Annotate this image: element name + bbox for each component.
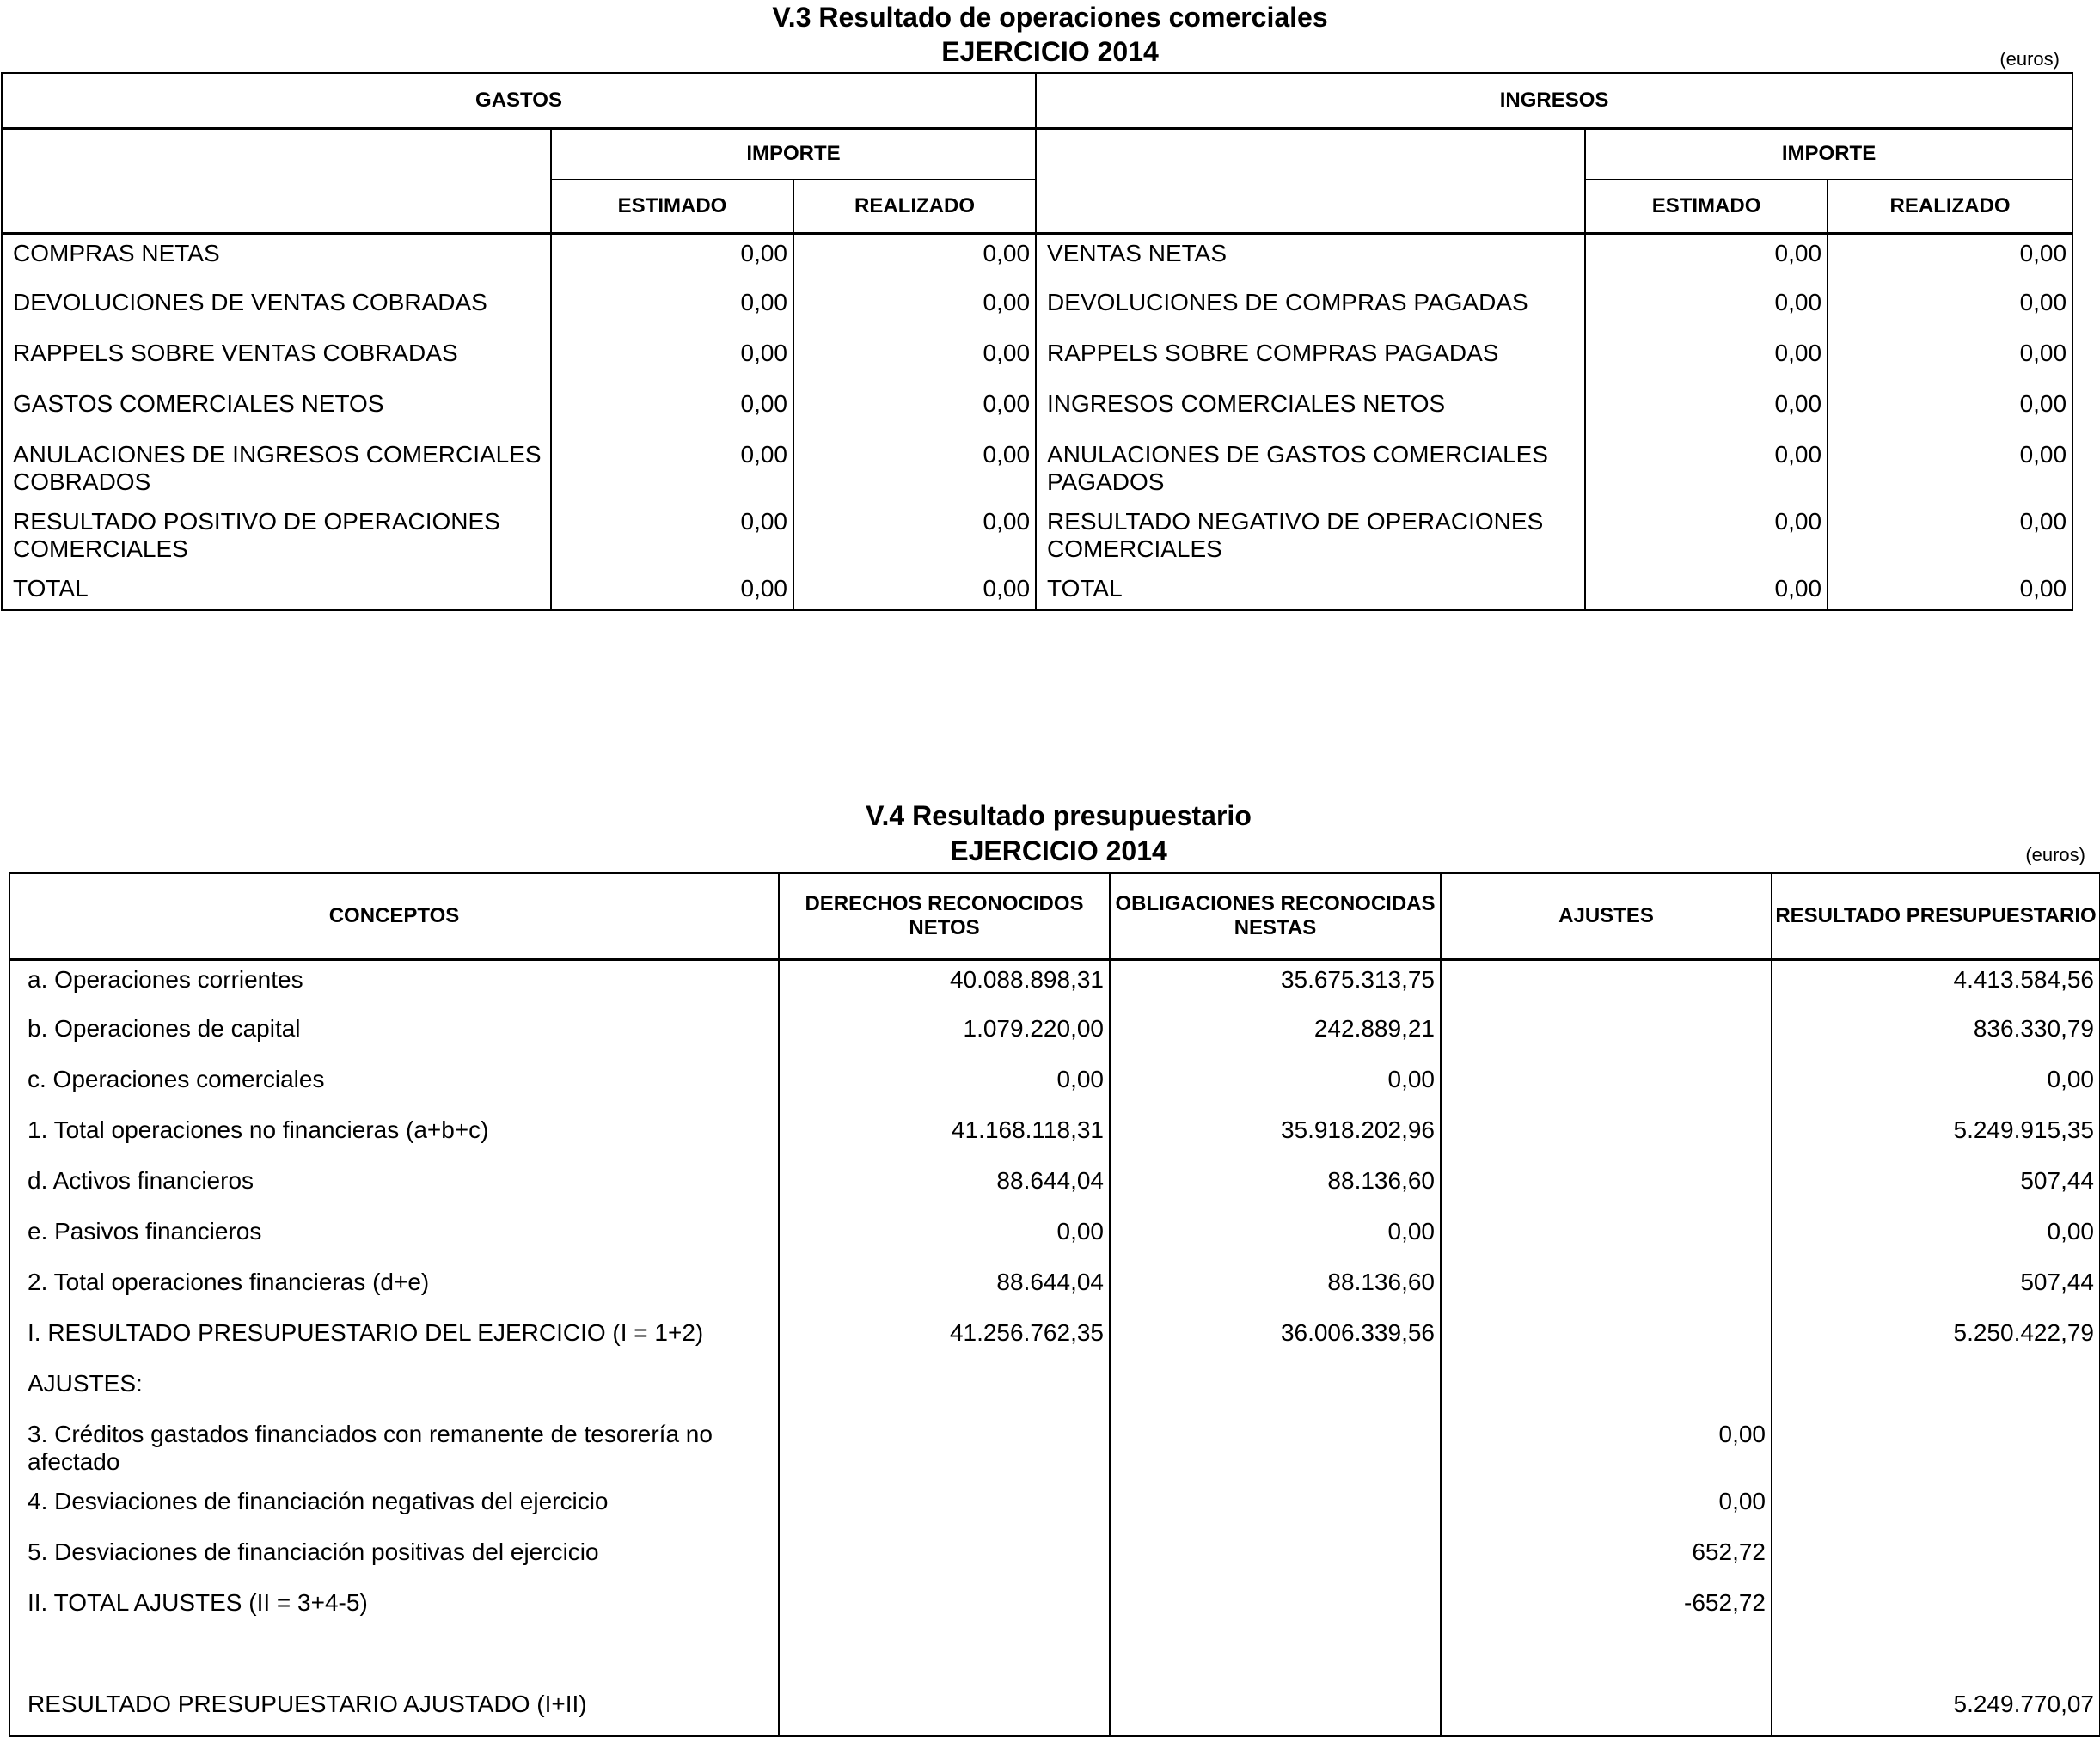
v3-gasto-estimado: 0,00: [551, 503, 793, 570]
v4-title: V.4 Resultado presupuestario: [866, 800, 1252, 831]
v3-ingreso-estimado: 0,00: [1585, 436, 1828, 503]
v3-gastos-label-header: [2, 128, 551, 233]
v4-resultado-cell: [1772, 1416, 2100, 1483]
v4-derechos-cell: [779, 1584, 1110, 1635]
table-row: [9, 1584, 2100, 1635]
v4-ajustes-cell: 0,00: [1441, 1483, 1772, 1533]
v3-gastos-header: GASTOS: [2, 73, 1036, 128]
v3-ingreso-realizado: 0,00: [1828, 570, 2072, 610]
v3-subtitle: EJERCICIO 2014: [941, 36, 1159, 67]
v4-resultado-cell: 5.249.770,07: [1772, 1685, 2100, 1736]
v4-obligaciones-cell: [1110, 1416, 1441, 1483]
v4-resultado-cell: [1772, 1365, 2100, 1416]
v4-resultado-cell: 507,44: [1772, 1162, 2100, 1213]
v4-concepto-cell: 1. Total operaciones no financieras (a+b+c): [28, 1116, 489, 1143]
v3-gasto-label: DEVOLUCIONES DE VENTAS COBRADAS: [13, 289, 487, 315]
v4-ajustes-cell: -652,72: [1441, 1584, 1772, 1635]
v3-gastos-importe-header: IMPORTE: [551, 128, 1036, 180]
v4-concepto-cell: b. Operaciones de capital: [28, 1015, 301, 1042]
v3-ingreso-label: RAPPELS SOBRE COMPRAS PAGADAS: [1036, 334, 1585, 385]
table-row: [9, 1314, 2100, 1365]
v4-resultado-cell: 0,00: [1772, 1213, 2100, 1263]
v4-derechos-cell: 88.644,04: [779, 1263, 1110, 1314]
v3-gasto-realizado: 0,00: [793, 284, 1036, 334]
v3-ingreso-realizado: 0,00: [1828, 503, 2072, 570]
v3-operaciones-comerciales-table: [1, 72, 2073, 611]
v4-ajustes-cell: [1441, 1061, 1772, 1111]
v4-derechos-cell: [779, 1365, 1110, 1416]
v4-derechos-cell: 0,00: [779, 1213, 1110, 1263]
v4-concepto-cell: a. Operaciones corrientes: [28, 965, 303, 993]
v4-obligaciones-cell: [1110, 1685, 1441, 1736]
v4-obligaciones-cell: 0,00: [1110, 1213, 1441, 1263]
v4-obligaciones-cell: 88.136,60: [1110, 1263, 1441, 1314]
v3-gasto-label: TOTAL: [13, 575, 89, 602]
v4-resultado-header: RESULTADO PRESUPUESTARIO: [1772, 873, 2100, 959]
v4-obligaciones-cell: [1110, 1365, 1441, 1416]
v4-concepto-cell: II. TOTAL AJUSTES (II = 3+4-5): [28, 1589, 368, 1616]
v4-obligaciones-cell: 242.889,21: [1110, 1010, 1441, 1061]
v4-concepto-cell: RESULTADO PRESUPUESTARIO AJUSTADO (I+II): [28, 1691, 587, 1717]
v3-gasto-estimado: 0,00: [551, 570, 793, 610]
v3-ingreso-label: DEVOLUCIONES DE COMPRAS PAGADAS: [1036, 284, 1585, 334]
v3-ingreso-label: VENTAS NETAS: [1036, 233, 1585, 284]
v4-subtitle: EJERCICIO 2014: [950, 835, 1167, 866]
v4-resultado-cell: [1772, 1483, 2100, 1533]
v4-derechos-cell: 0,00: [779, 1061, 1110, 1111]
v3-header-row-1: [2, 73, 2072, 128]
table-row: [2, 570, 2072, 610]
v3-ingresos-realizado-header: REALIZADO: [1828, 180, 2072, 233]
table-row: [9, 1263, 2100, 1314]
table-row: [9, 1010, 2100, 1061]
v3-ingreso-estimado: 0,00: [1585, 233, 1828, 284]
v3-title: V.3 Resultado de operaciones comerciales: [772, 2, 1328, 33]
v4-ajustes-cell: [1441, 1010, 1772, 1061]
table-row: [2, 233, 2072, 284]
table-row: [2, 284, 2072, 334]
v4-concepto-cell: 2. Total operaciones financieras (d+e): [28, 1269, 430, 1295]
v4-ajustes-cell: [1441, 1162, 1772, 1213]
v3-gasto-realizado: 0,00: [793, 570, 1036, 610]
table-row: [9, 959, 2100, 1010]
v3-unit-label: (euros): [1999, 48, 2060, 70]
v4-ajustes-cell: [1441, 1314, 1772, 1365]
table-row: [2, 503, 2072, 570]
v4-obligaciones-cell: [1110, 1584, 1441, 1635]
table-row: [9, 1365, 2100, 1416]
v4-resultado-cell: 0,00: [1772, 1061, 2100, 1111]
v3-ingreso-estimado: 0,00: [1585, 385, 1828, 436]
v3-gasto-estimado: 0,00: [551, 385, 793, 436]
v3-gasto-realizado: 0,00: [793, 334, 1036, 385]
v4-obligaciones-cell: 0,00: [1110, 1061, 1441, 1111]
v4-resultado-cell: 4.413.584,56: [1772, 959, 2100, 1010]
v4-concepto-cell: e. Pasivos financieros: [28, 1218, 262, 1245]
v4-ajustes-cell: [1441, 1111, 1772, 1162]
v4-derechos-cell: [779, 1635, 1110, 1685]
v4-ajustes-cell: [1441, 1263, 1772, 1314]
v4-concepto-cell: AJUSTES:: [28, 1370, 143, 1397]
v4-concepto-cell: 3. Créditos gastados financiados con remanente de tesorería no afectado: [28, 1421, 713, 1475]
v4-ajustes-cell: [1441, 1365, 1772, 1416]
v3-gasto-label: RAPPELS SOBRE VENTAS COBRADAS: [13, 339, 458, 366]
v4-obligaciones-cell: [1110, 1533, 1441, 1584]
v4-derechos-cell: 41.256.762,35: [779, 1314, 1110, 1365]
v4-concepto-cell: 5. Desviaciones de financiación positivas del ejercicio: [28, 1538, 599, 1565]
table-row: [2, 436, 2072, 503]
v4-ajustes-cell: 0,00: [1441, 1416, 1772, 1483]
v3-ingreso-label: TOTAL: [1036, 570, 1585, 610]
v3-gasto-estimado: 0,00: [551, 284, 793, 334]
v3-ingreso-estimado: 0,00: [1585, 503, 1828, 570]
v3-ingresos-importe-header: IMPORTE: [1585, 128, 2072, 180]
v4-derechos-header: DERECHOS RECONOCIDOS NETOS: [779, 873, 1110, 959]
v3-ingresos-estimado-header: ESTIMADO: [1585, 180, 1828, 233]
v3-gasto-realizado: 0,00: [793, 436, 1036, 503]
v4-obligaciones-header: OBLIGACIONES RECONOCIDAS NESTAS: [1110, 873, 1441, 959]
v3-ingreso-realizado: 0,00: [1828, 233, 2072, 284]
table-row: [9, 1111, 2100, 1162]
v4-obligaciones-cell: 88.136,60: [1110, 1162, 1441, 1213]
v3-gasto-label: ANULACIONES DE INGRESOS COMERCIALES COBRADOS: [13, 441, 542, 495]
v3-gasto-label: GASTOS COMERCIALES NETOS: [13, 390, 384, 417]
table-row: [9, 1483, 2100, 1533]
table-row: [9, 1162, 2100, 1213]
v4-derechos-cell: [779, 1533, 1110, 1584]
v3-ingreso-realizado: 0,00: [1828, 334, 2072, 385]
v4-ajustes-cell: 652,72: [1441, 1533, 1772, 1584]
v4-obligaciones-cell: 35.675.313,75: [1110, 959, 1441, 1010]
v4-obligaciones-cell: 36.006.339,56: [1110, 1314, 1441, 1365]
v4-resultado-cell: 5.250.422,79: [1772, 1314, 2100, 1365]
table-row: [2, 385, 2072, 436]
v3-gasto-estimado: 0,00: [551, 334, 793, 385]
v4-derechos-cell: 41.168.118,31: [779, 1111, 1110, 1162]
table-row: [2, 334, 2072, 385]
v4-resultado-cell: [1772, 1533, 2100, 1584]
v4-ajustes-cell: [1441, 1635, 1772, 1685]
v3-gasto-label: RESULTADO POSITIVO DE OPERACIONES COMERCIALES: [13, 508, 500, 562]
v4-unit-label: (euros): [2025, 844, 2085, 865]
v4-derechos-cell: [779, 1416, 1110, 1483]
v4-resultado-cell: 507,44: [1772, 1263, 2100, 1314]
table-row: [9, 1533, 2100, 1584]
v4-ajustes-header: AJUSTES: [1441, 873, 1772, 959]
v4-ajustes-cell: [1441, 959, 1772, 1010]
v3-ingreso-realizado: 0,00: [1828, 436, 2072, 503]
v4-derechos-cell: 1.079.220,00: [779, 1010, 1110, 1061]
v3-ingreso-label: ANULACIONES DE GASTOS COMERCIALES PAGADOS: [1036, 436, 1585, 503]
v3-header-row-2: [2, 128, 2072, 180]
v4-concepto-cell: I. RESULTADO PRESUPUESTARIO DEL EJERCICIO (I = 1+2): [28, 1319, 704, 1346]
table-row: [9, 1213, 2100, 1263]
v3-gastos-realizado-header: REALIZADO: [793, 180, 1036, 233]
table-row: [9, 1635, 2100, 1685]
v3-ingreso-realizado: 0,00: [1828, 385, 2072, 436]
v4-obligaciones-cell: 35.918.202,96: [1110, 1111, 1441, 1162]
v4-derechos-cell: [779, 1685, 1110, 1736]
v4-derechos-cell: 88.644,04: [779, 1162, 1110, 1213]
v3-gasto-realizado: 0,00: [793, 503, 1036, 570]
v4-obligaciones-cell: [1110, 1635, 1441, 1685]
v4-resultado-cell: [1772, 1584, 2100, 1635]
v3-gasto-estimado: 0,00: [551, 233, 793, 284]
v3-gastos-estimado-header: ESTIMADO: [551, 180, 793, 233]
v3-ingreso-realizado: 0,00: [1828, 284, 2072, 334]
v3-ingresos-header: INGRESOS: [1036, 73, 2072, 128]
v3-ingreso-estimado: 0,00: [1585, 284, 1828, 334]
v4-resultado-cell: [1772, 1635, 2100, 1685]
v3-ingreso-label: RESULTADO NEGATIVO DE OPERACIONES COMERCIALES: [1036, 503, 1585, 570]
v4-resultado-cell: 836.330,79: [1772, 1010, 2100, 1061]
v4-derechos-cell: [779, 1483, 1110, 1533]
v4-concepto-cell: 4. Desviaciones de financiación negativas del ejercicio: [28, 1488, 609, 1514]
table-row: [9, 1685, 2100, 1736]
v4-obligaciones-cell: [1110, 1483, 1441, 1533]
v3-gasto-realizado: 0,00: [793, 385, 1036, 436]
v3-ingreso-estimado: 0,00: [1585, 334, 1828, 385]
v4-concepto-cell: d. Activos financieros: [28, 1167, 254, 1194]
v3-ingresos-label-header: [1036, 128, 1585, 233]
v4-ajustes-cell: [1441, 1685, 1772, 1736]
table-row: [9, 1416, 2100, 1483]
v3-ingreso-label: INGRESOS COMERCIALES NETOS: [1036, 385, 1585, 436]
v3-gasto-realizado: 0,00: [793, 233, 1036, 284]
table-row: [9, 1061, 2100, 1111]
v4-derechos-cell: 40.088.898,31: [779, 959, 1110, 1010]
v4-header-row: [9, 873, 2100, 959]
v3-gasto-label: COMPRAS NETAS: [13, 239, 220, 266]
v3-ingreso-estimado: 0,00: [1585, 570, 1828, 610]
v4-conceptos-header: CONCEPTOS: [9, 873, 779, 959]
v4-resultado-presupuestario-table: [9, 872, 2100, 1737]
v3-gasto-estimado: 0,00: [551, 436, 793, 503]
v4-concepto-cell: c. Operaciones comerciales: [28, 1066, 325, 1092]
v4-resultado-cell: 5.249.915,35: [1772, 1111, 2100, 1162]
v4-concepto-cell: [9, 1635, 779, 1685]
v4-ajustes-cell: [1441, 1213, 1772, 1263]
